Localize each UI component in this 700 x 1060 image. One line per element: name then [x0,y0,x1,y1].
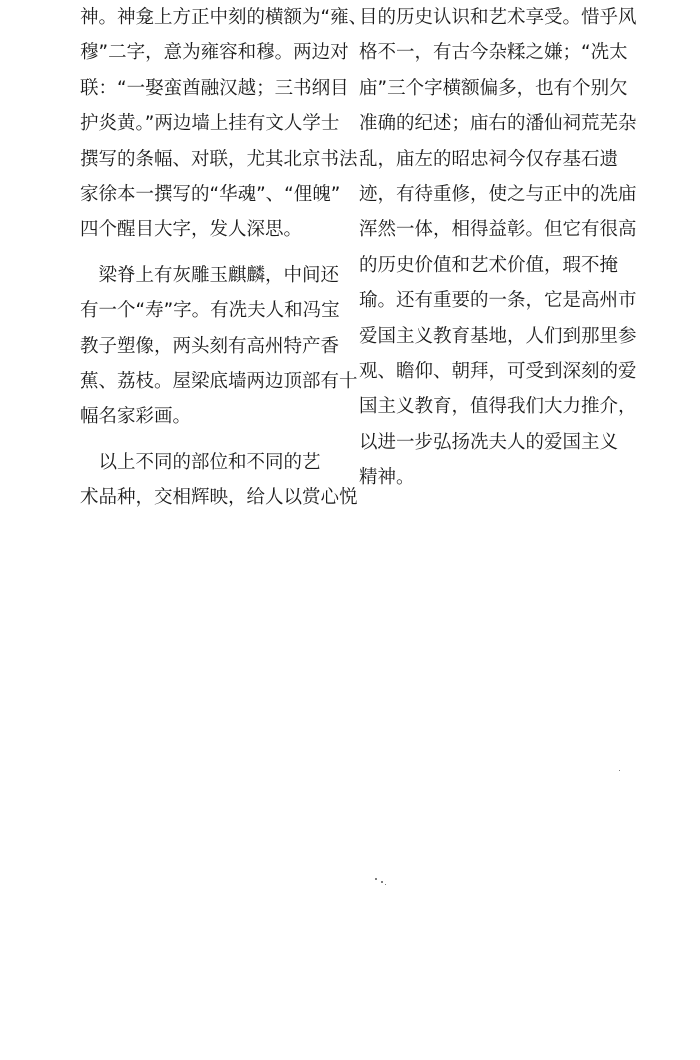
text-line: 梁脊上有灰雕玉麒麟，中间还 [80,264,340,286]
left-paragraph-1 [80,0,368,248]
text-line: 目的历史认识和艺术享受。惜乎风 [359,7,637,28]
text-line: 撰写的条幅、对联，尤其北京书法 [80,148,358,170]
text-line: 幅名家彩画。 [80,406,192,428]
text-line: 有一个“寿”字。有冼夫人和冯宝 [80,300,340,322]
left-paragraph-2 [80,258,358,435]
text-line: 乱，庙左的昭忠祠今仅存基石遗 [359,148,619,170]
left-text-column [80,0,368,515]
text-line: 格不一，有古今杂糅之嫌；“冼太 [359,42,628,64]
text-line: 以进一步弘扬冼夫人的爱国主义 [359,431,619,453]
text-line: 观、瞻仰、朝拜，可受到深刻的爱 [359,360,637,382]
text-line: 庙”三个字横额偏多，也有个别欠 [359,77,628,99]
text-line: 国主义教育，值得我们大力推介， [359,396,637,418]
text-line: 蕉、荔枝。屋梁底墙两边顶部有十 [80,370,358,392]
right-paragraph-1 [359,0,637,495]
text-line: 精神。 [359,467,415,489]
text-line: 瑜。还有重要的一条，它是高州市 [359,290,637,312]
text-line: 浑然一体，相得益彰。但它有很高 [359,219,637,241]
scan-speck [381,881,383,883]
text-line: 教子塑像，两头刻有高州特产香 [80,335,340,357]
text-line: 神。神龛上方正中刻的横额为“雍、 [80,7,368,28]
text-line: 联：“一娶蛮酋融汉越；三书纲目 [80,77,349,99]
text-line: 术品种，交相辉映，给人以赏心悦 [80,487,358,509]
paragraph-gap [80,248,342,258]
text-line: 四个醒目大字，发人深思。 [80,219,303,241]
scan-speck [385,884,386,885]
text-line: 护炎黄。”两边墙上挂有文人学士 [80,113,340,135]
text-line: 爱国主义教育基地，人们到那里参 [359,325,637,347]
left-paragraph-3 [80,445,358,516]
right-text-column [359,0,637,495]
paragraph-gap [80,435,342,445]
text-line: 的历史价值和艺术价值，瑕不掩 [359,254,619,276]
text-line: 穆”二字，意为雍容和穆。两边对 [80,42,349,64]
text-line: 准确的纪述；庙右的潘仙祠荒芜杂 [359,113,637,135]
scan-speck [375,878,377,880]
text-line: 以上不同的部位和不同的艺 [80,451,321,473]
text-line: 家徐本一撰写的“华魂”、“俚魄” [80,183,341,205]
text-line: 迹，有待重修，使之与正中的冼庙 [359,183,637,205]
scan-speck [619,770,620,771]
